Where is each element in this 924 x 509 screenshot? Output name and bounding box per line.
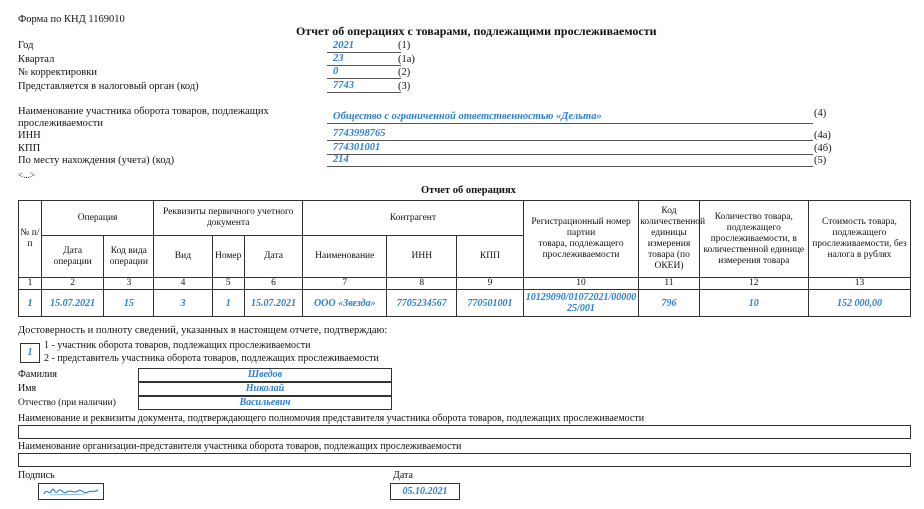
- th-doc: Реквизиты первичного учетного документа: [154, 201, 303, 236]
- tax-authority-field[interactable]: 7743: [327, 80, 401, 93]
- rep-org-field[interactable]: [18, 453, 911, 467]
- signer-option-1: 1 - участник оборота товаров, подлежащих прослеживаемости: [44, 340, 311, 351]
- th-counterparty: Контрагент: [303, 201, 524, 236]
- cell-doc-number[interactable]: 1: [212, 290, 244, 317]
- th-qty: Количество товара, подлежащего прослеживаемости, в количественной единице измерения товара: [699, 201, 808, 278]
- patronymic-label: Отчество (при наличии): [18, 398, 116, 408]
- correction-field[interactable]: 0: [327, 66, 401, 79]
- authority-doc-field[interactable]: [18, 425, 911, 439]
- quarter-label: Квартал: [18, 54, 55, 65]
- th-doc-date: Дата: [244, 236, 302, 278]
- col-number: 3: [104, 278, 154, 290]
- col-number: 10: [523, 278, 639, 290]
- date-field[interactable]: 05.10.2021: [390, 483, 460, 500]
- th-cp-name: Наименование: [303, 236, 387, 278]
- th-doc-number: Номер: [212, 236, 244, 278]
- report-title: Отчет об операциях с товарами, подлежащими прослеживаемости: [296, 24, 657, 38]
- confirmation-text: Достоверность и полноту сведений, указанных в настоящем отчете, подтверждаю:: [18, 325, 388, 336]
- signer-type-box[interactable]: 1: [20, 343, 40, 363]
- cell-doc-type[interactable]: 3: [154, 290, 212, 317]
- location-label: По месту нахождения (учета) (код): [18, 155, 175, 166]
- year-code: (1): [398, 40, 411, 51]
- ellipsis: <...>: [18, 170, 35, 180]
- col-number: 5: [212, 278, 244, 290]
- kpp-code: (4б): [814, 143, 832, 154]
- cell-n[interactable]: 1: [19, 290, 42, 317]
- cell-reg-number[interactable]: 10129090/01072021/0000025/001: [523, 290, 639, 317]
- signature-box[interactable]: [38, 483, 104, 500]
- th-op-date: Дата операции: [41, 236, 103, 278]
- tax-authority-label: Представляется в налоговый орган (код): [18, 81, 199, 92]
- authority-doc-label: Наименование и реквизиты документа, подтверждающего полномочия представителя участника оборота товаров, подлежащих прослеживаемости: [18, 413, 645, 424]
- rep-org-label: Наименование организации-представителя участника оборота товаров, подлежащих прослеживаемости: [18, 441, 462, 452]
- col-number: 1: [19, 278, 42, 290]
- participant-name-label-1: Наименование участника оборота товаров, подлежащих: [18, 106, 269, 117]
- date-label: Дата: [393, 470, 413, 481]
- cell-cost[interactable]: 152 000,00: [808, 290, 910, 317]
- th-cp-kpp: КПП: [457, 236, 524, 278]
- location-code: (5): [814, 155, 827, 166]
- inn-code: (4а): [814, 130, 831, 141]
- th-op-code: Код вида операции: [104, 236, 154, 278]
- kpp-label: КПП: [18, 143, 41, 154]
- col-number: 12: [699, 278, 808, 290]
- correction-label: № корректировки: [18, 67, 97, 78]
- name-label: Имя: [18, 383, 37, 394]
- ops-table-title: Отчет об операциях: [421, 185, 516, 196]
- col-number: 7: [303, 278, 387, 290]
- signature-label: Подпись: [18, 470, 55, 481]
- col-number: 13: [808, 278, 910, 290]
- th-cost: Стоимость товара, подлежащего прослеживаемости, без налога в рублях: [808, 201, 910, 278]
- year-label: Год: [18, 40, 34, 51]
- signature-scribble: [41, 485, 101, 498]
- th-doc-type: Вид: [154, 236, 212, 278]
- col-number: 8: [387, 278, 457, 290]
- kpp-field[interactable]: 774301001: [327, 142, 813, 155]
- surname-label: Фамилия: [18, 369, 57, 380]
- name-field[interactable]: Николай: [138, 382, 392, 396]
- cell-cp-inn[interactable]: 7705234567: [387, 290, 457, 317]
- cell-op-date[interactable]: 15.07.2021: [41, 290, 103, 317]
- patronymic-field[interactable]: Васильевич: [138, 396, 392, 410]
- location-field[interactable]: 214: [327, 154, 813, 167]
- cell-cp-kpp[interactable]: 770501001: [457, 290, 524, 317]
- quarter-code: (1а): [398, 54, 415, 65]
- col-number: 6: [244, 278, 302, 290]
- operations-table: [18, 200, 911, 317]
- year-field[interactable]: 2021: [327, 40, 401, 53]
- inn-label: ИНН: [18, 130, 41, 141]
- surname-field[interactable]: Шведов: [138, 368, 392, 382]
- th-cp-inn: ИНН: [387, 236, 457, 278]
- th-num: № п/п: [19, 201, 42, 278]
- correction-code: (2): [398, 67, 411, 78]
- cell-okei[interactable]: 796: [639, 290, 699, 317]
- inn-field[interactable]: 7743998765: [327, 128, 813, 141]
- cell-doc-date[interactable]: 15.07.2021: [244, 290, 302, 317]
- participant-name-label-2: прослеживаемости: [18, 118, 103, 129]
- table-row: [19, 290, 911, 317]
- col-number: 2: [41, 278, 103, 290]
- cell-qty[interactable]: 10: [699, 290, 808, 317]
- th-operation: Операция: [41, 201, 153, 236]
- signer-option-2: 2 - представитель участника оборота товаров, подлежащих прослеживаемости: [44, 353, 379, 364]
- col-number: 11: [639, 278, 699, 290]
- th-reg-number-b: товара, подлежащего прослеживаемости: [538, 239, 624, 260]
- th-reg-number-a: Регистрационный номер партии: [531, 217, 631, 238]
- form-code: Форма по КНД 1169010: [18, 14, 125, 25]
- cell-op-code[interactable]: 15: [104, 290, 154, 317]
- tax-authority-code: (3): [398, 81, 411, 92]
- th-reg-number: [523, 201, 639, 278]
- col-number: 4: [154, 278, 212, 290]
- col-number: 9: [457, 278, 524, 290]
- quarter-field[interactable]: 23: [327, 53, 401, 66]
- participant-name-field[interactable]: Общество с ограниченной ответственностью «Дельта»: [327, 111, 813, 124]
- participant-name-code: (4): [814, 108, 827, 119]
- cell-cp-name[interactable]: ООО «Звезда»: [303, 290, 387, 317]
- th-okei: Код количественной единицы измерения товара (по ОКЕИ): [639, 201, 699, 278]
